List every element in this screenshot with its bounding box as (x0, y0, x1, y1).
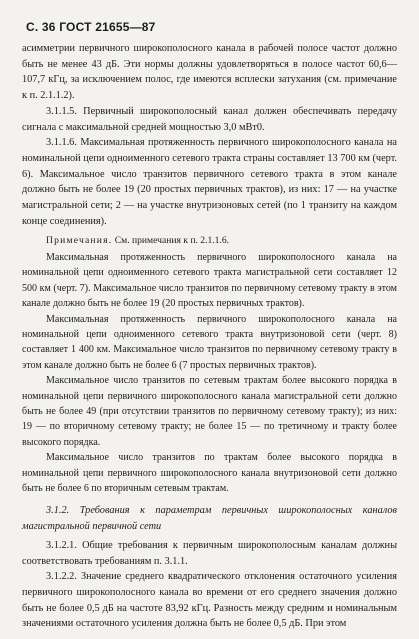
notes-label: Примечания. (46, 235, 113, 247)
paragraph-3-1-2-2: 3.1.2.2. Значение среднего квадратического отклонения остаточного усиления первичного широкополосного канала во времени от его среднего значения должно быть не более 0,5 дБ на частоте 83,92 кГц. Разность между средним и номинальным значениями остаточного усиления должна быть не более 0,5 дБ. При этом (22, 571, 397, 630)
page-header: С. 36 ГОСТ 21655—87 (26, 20, 156, 34)
note-trunk-transits: Максимальное число транзитов по сетевым трактам более высокого порядка в номинальной цепи первичного широкополосного канала магистральной сети должно быть не более 49 (при отсутствии транзитов по первичному сетевому тракту); из них: 19 — по вторичному сетевому тракту; не более 15 — по третичному и тракту более высокого порядка. (22, 375, 397, 448)
paragraph-asymmetry: асимметрии первичного широкополосного канала в рабочей полосе частот должно быть не менее 43 дБ. Эти нормы должны удовлетворяться в полосе частот 60,6—107,7 кГц, за исключением полос, где имеются всплески затухания (см. примечание к п. 2.1.1.2). (22, 43, 397, 102)
notes-reference: См. примечания к п. 2.1.1.6. (114, 235, 230, 247)
note-zonal-transits: Максимальное число транзитов по трактам более высокого порядка в номинальной цепи первичного широкополосного канала внутризоновой сети должно быть не более 6 по вторичным сетевым трактам. (22, 452, 397, 495)
paragraph-3-1-1-6: 3.1.1.6. Максимальная протяженность первичного широкополосного канала на номинальной цепи одноименного сетевого тракта страны составляет 13 700 км (черт. 6). Максимальное число транзитов первичного сетевого тракта в этом канале должно быть не более 19 (20 простых первичных трактов), из них: 17 — на участке магистральной сети; 2 — на участке внутризоновых сетей (по 1 транзиту на каждом конце соединения). (22, 137, 397, 227)
paragraph-3-1-1-5: 3.1.1.5. Первичный широкополосный канал должен обеспечивать передачу сигнала с максимальной средней мощностью 3,0 мВт0. (22, 105, 397, 133)
note-zonal-length: Максимальная протяженность первичного широкополосного канала на номинальной цепи одноименного сетевого тракта внутризоновой сети (черт. 8) составляет 1 400 км. Максимальное число транзитов по первичному сетевому тракту в этом канале должно быть не более 6 (7 простых первичных трактов). (22, 313, 397, 371)
notes-heading (22, 233, 397, 249)
section-3-1-2-title: 3.1.2. Требования к параметрам первичных широкополосных каналов магистральной первичной сети (22, 505, 397, 533)
paragraph-3-1-2-1: 3.1.2.1. Общие требования к первичным широкополосным каналам должны соответствовать требованиям п. 3.1.1. (22, 539, 397, 567)
note-trunk-length: Максимальная протяженность первичного широкополосного канала на номинальной цепи одноименного сетевого тракта магистральной сети составляет 12 500 км (черт. 7). Максимальное число транзитов по первичному сетевому тракту в этом канале должно быть не более 19 (20 простых первичных трактов). (22, 251, 397, 310)
